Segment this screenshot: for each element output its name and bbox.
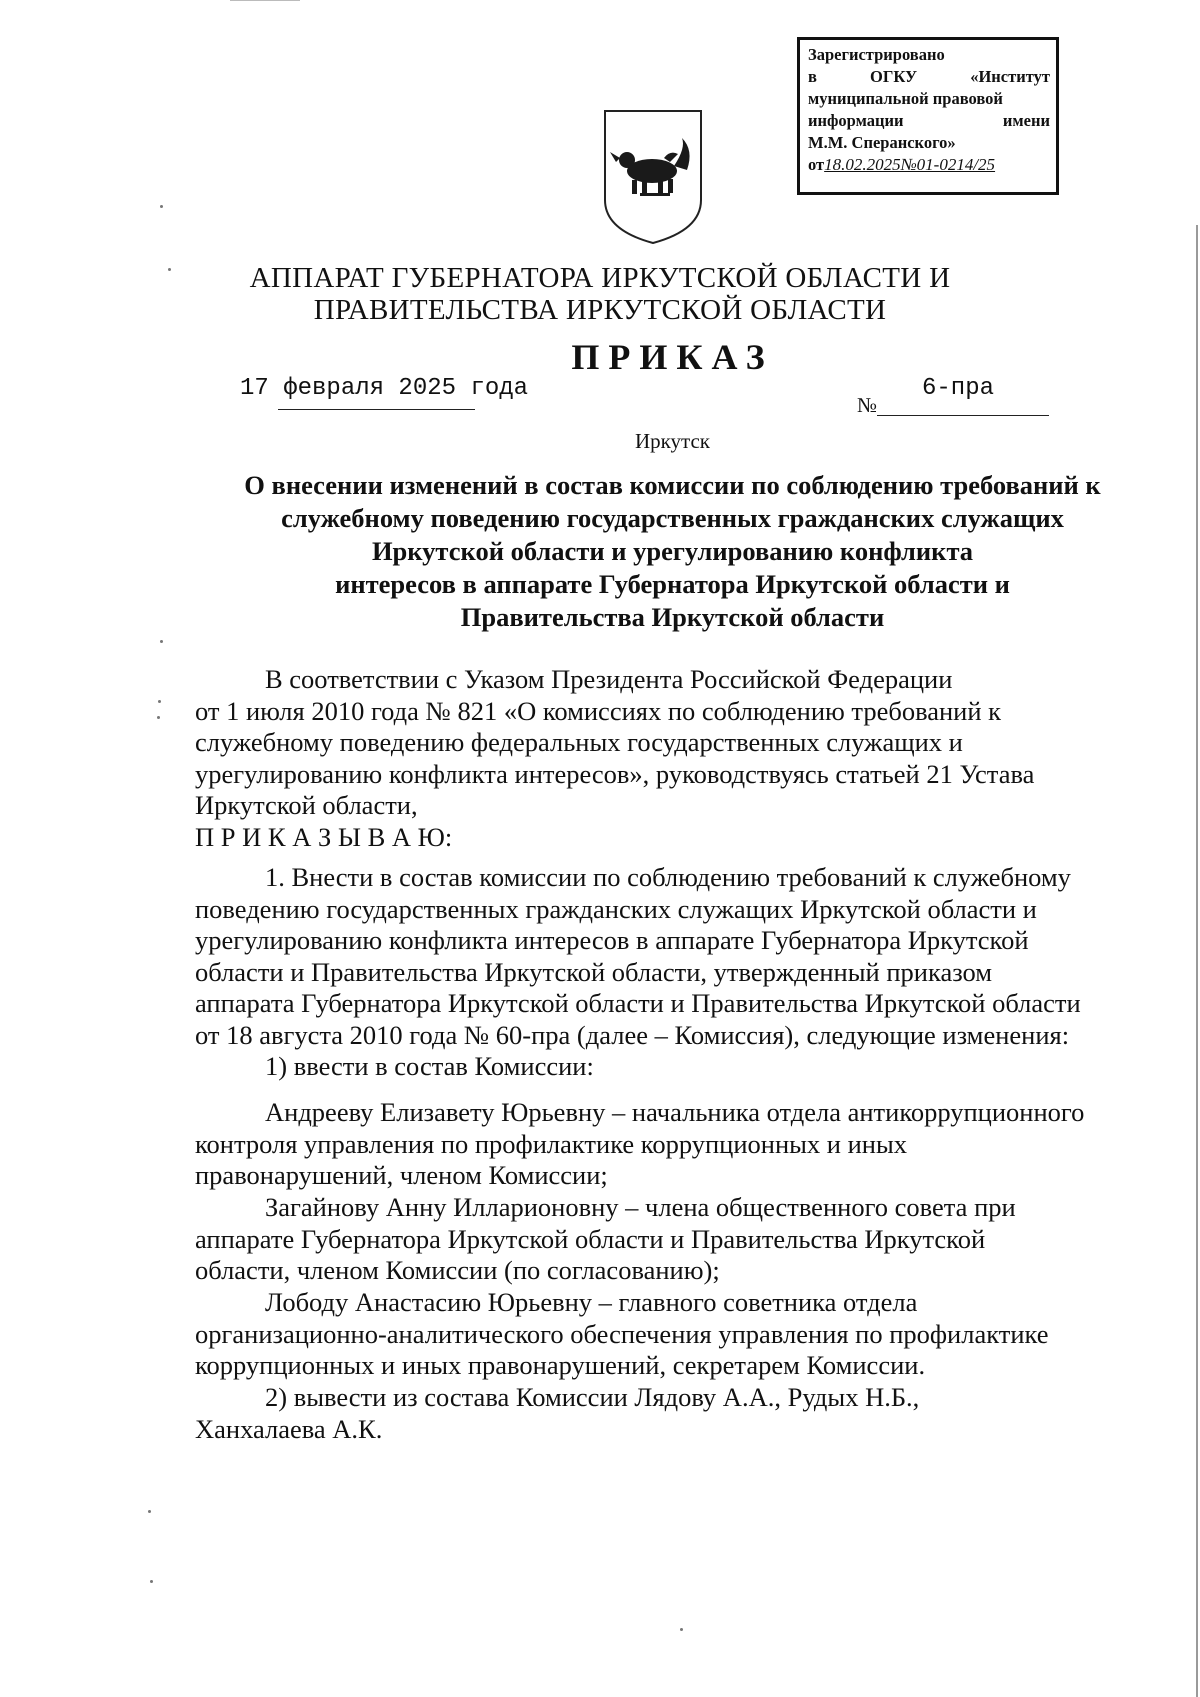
item-line: от 18 августа 2010 года № 60-пра (далее – Комиссия), следующие изменения: [195,1019,1070,1050]
item-line: области и Правительства Иркутской области, утвержденный приказом [195,956,993,987]
preamble-line: от 1 июля 2010 года № 821 «О комиссиях по соблюдению требований к [195,695,1002,726]
member-line: коррупционных и иных правонарушений, секретарем Комиссии. [195,1350,926,1380]
stamp-word: имени [1002,111,1050,130]
subitem-line: Ханхалаева А.К. [195,1413,383,1444]
subject-line: Правительства Иркутской области [460,602,885,632]
order-item-1 [195,862,1140,1083]
scan-speck [150,1580,153,1583]
scan-speck [160,205,163,208]
item-line: 1. Внести в состав комиссии по соблюдению требований к служебному [265,862,1071,892]
date-underline [278,409,475,410]
scan-speck [160,640,163,643]
member-line: Андрееву Елизавету Юрьевну – начальника отдела антикоррупционного [265,1097,1085,1127]
stamp-line [808,66,1050,88]
issuer-line: АППАРАТ ГУБЕРНАТОРА ИРКУТСКОЙ ОБЛАСТИ И [249,262,951,294]
document-number: 6-пра [922,375,995,402]
member-line: Лободу Анастасию Юрьевну – главного советника отдела [265,1287,918,1317]
stamp-line: муниципальной правовой [808,89,1003,108]
subject-line: О внесении изменений в состав комиссии по соблюдению требований к [244,470,1101,500]
stamp-word: информации [808,111,904,130]
item-line: поведению государственных гражданских служащих Иркутской области и [195,893,1037,924]
stamp-registration-number: 18.02.2025№01-0214/25 [824,155,996,174]
document-city: Иркутск [634,429,711,453]
preamble-line: служебному поведению федеральных государственных служащих и [195,727,963,757]
stamp-line: М.М. Сперанского» [808,133,956,152]
issuer-line: ПРАВИТЕЛЬСТВА ИРКУТСКОЙ ОБЛАСТИ [313,294,887,326]
subject-line: служебному поведению государственных гражданских служащих [281,503,1064,533]
stamp-word: «Институт [970,67,1050,86]
registration-stamp [797,37,1059,195]
stamp-date-prefix: от [808,155,825,174]
member-line: Загайнову Анну Илларионовну – члена общественного совета при [265,1192,1016,1222]
item-line: аппарата Губернатора Иркутской области и Правительства Иркутской области [195,988,1081,1018]
member-line: организационно-аналитического обеспечения управления по профилактике [195,1318,1049,1349]
scan-speck [680,1628,683,1631]
subject-line: интересов в аппарате Губернатора Иркутской области и [335,569,1010,599]
preamble-line: В соответствии с Указом Президента Российской Федерации [265,664,953,694]
subject-line: Иркутской области и урегулированию конфликта [371,536,974,566]
member-andreeva [195,1097,1140,1192]
number-sign: № [857,393,878,417]
document-type: ПРИКАЗ [571,337,774,377]
member-zagainova [195,1192,1140,1287]
document-date: 17 февраля 2025 года [240,375,529,402]
scan-edge-top [230,0,300,1]
preamble-line: Иркутской области, [195,790,418,820]
coat-of-arms-icon [602,108,704,246]
subitem-line: 2) вывести из состава Комиссии Лядову А.А., Рудых Н.Б., [265,1382,920,1412]
document-subject [0,469,1200,634]
stamp-word: в [808,67,817,86]
subitem-2 [195,1382,1140,1445]
member-line: аппарате Губернатора Иркутской области и Правительства Иркутской [195,1223,986,1254]
scan-speck [158,700,161,703]
scan-speck [148,1510,151,1513]
scan-speck [157,716,160,719]
member-line: области, членом Комиссии (по согласованию); [195,1255,720,1285]
item-line: урегулированию конфликта интересов в аппарате Губернатора Иркутской [195,925,1029,955]
order-word: П Р И К А З Ы В А Ю: [195,821,453,852]
stamp-line [808,110,1050,132]
number-underline [877,415,1049,416]
preamble-line: урегулированию конфликта интересов», руководствуясь статьей 21 Устава [195,758,1035,789]
member-line: контроля управления по профилактике коррупционных и иных [195,1128,908,1159]
subitem-1: 1) ввести в состав Комиссии: [265,1051,594,1081]
preamble [195,664,1140,853]
stamp-word: ОГКУ [870,67,918,86]
member-line: правонарушений, членом Комиссии; [195,1160,608,1190]
member-loboda [195,1287,1140,1382]
stamp-line: Зарегистрировано [808,45,945,64]
stamp-line [808,154,1050,176]
